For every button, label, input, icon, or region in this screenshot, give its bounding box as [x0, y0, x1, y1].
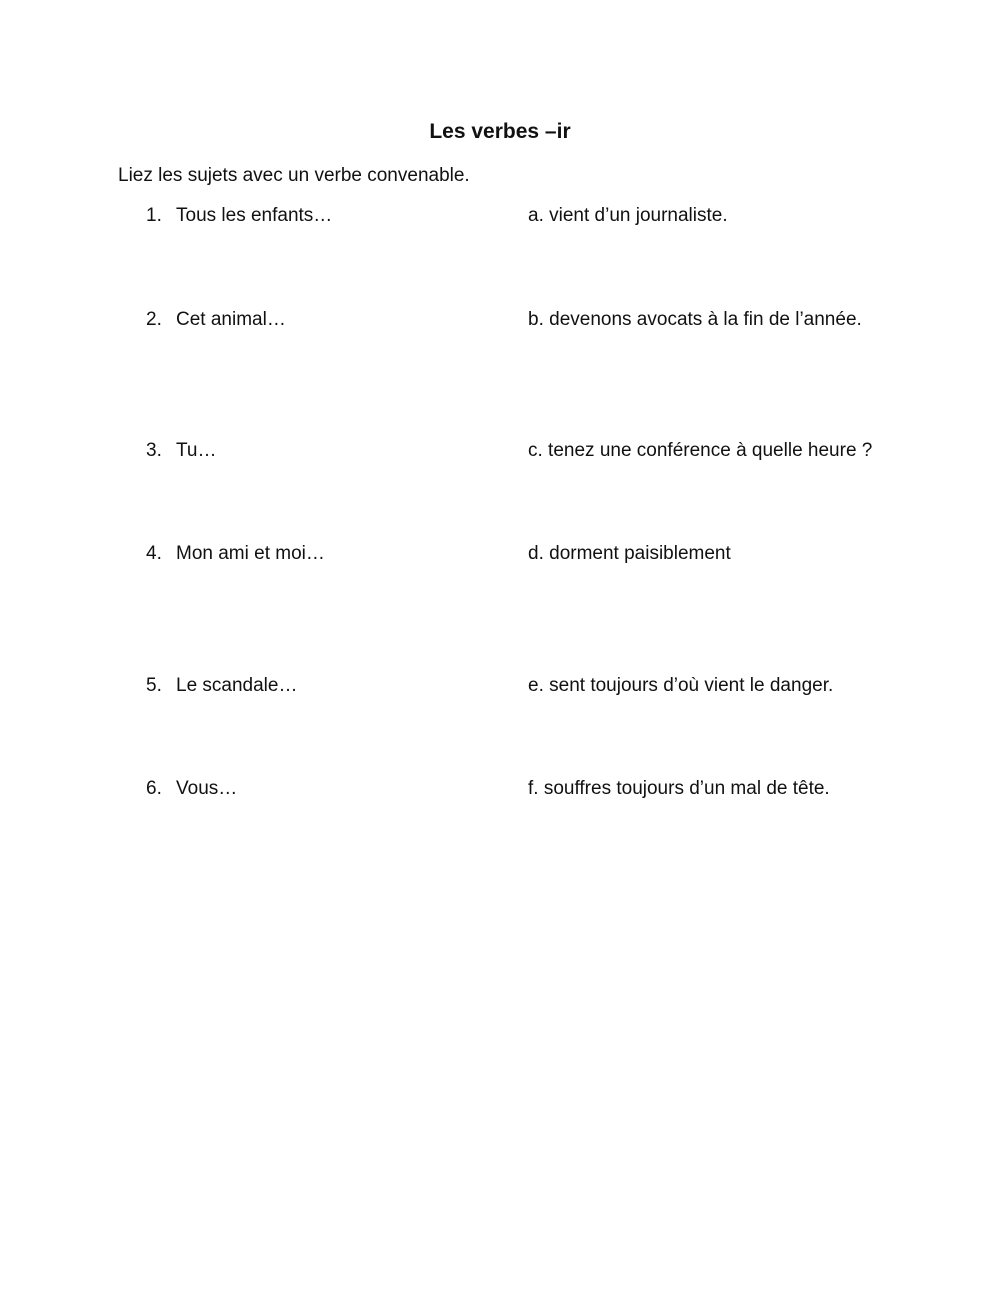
page-title: Les verbes –ir	[429, 120, 571, 143]
match-row-1	[0, 203, 1000, 229]
verb-ending-text: f. souffres toujours d’un mal de tête.	[528, 778, 830, 799]
subject-text: Tu…	[176, 440, 217, 461]
verb-ending-text: b. devenons avocats à la fin de l’année.	[528, 309, 862, 330]
verb-ending-text: a. vient d’un journaliste.	[528, 205, 728, 226]
match-row-2	[0, 307, 1000, 333]
item-number: 6.	[146, 778, 162, 799]
instruction-text: Liez les sujets avec un verbe convenable.	[118, 165, 470, 186]
item-number: 5.	[146, 675, 162, 696]
subject-text: Cet animal…	[176, 309, 286, 330]
match-row-6	[0, 776, 1000, 802]
subject-text: Le scandale…	[176, 675, 298, 696]
verb-ending-text: d. dorment paisiblement	[528, 543, 731, 564]
verb-ending-text: e. sent toujours d’où vient le danger.	[528, 675, 834, 696]
subject-text: Tous les enfants…	[176, 205, 333, 226]
subject-text: Mon ami et moi…	[176, 543, 325, 564]
item-number: 4.	[146, 543, 162, 564]
item-number: 2.	[146, 309, 162, 330]
match-row-4	[0, 541, 1000, 567]
subject-text: Vous…	[176, 778, 238, 799]
item-number: 3.	[146, 440, 162, 461]
match-row-3	[0, 438, 1000, 464]
verb-ending-text: c. tenez une conférence à quelle heure ?	[528, 440, 873, 461]
match-row-5	[0, 673, 1000, 699]
item-number: 1.	[146, 205, 162, 226]
